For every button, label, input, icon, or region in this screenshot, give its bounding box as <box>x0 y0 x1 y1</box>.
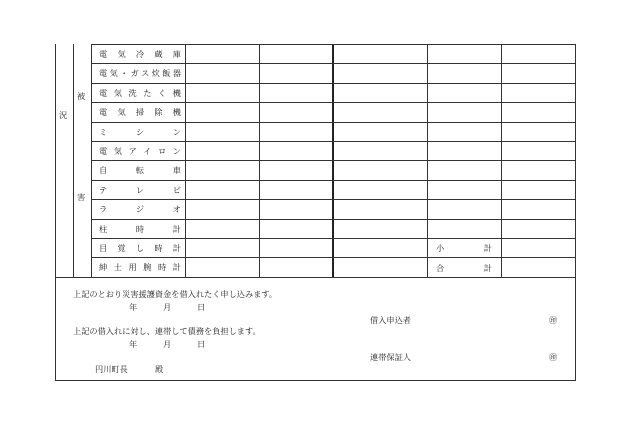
damage-item-char: た <box>143 88 152 98</box>
damage-item-char: ジ <box>135 204 145 214</box>
applicant-seal: ㊞ <box>549 315 558 325</box>
damage-item-char: 器 <box>172 68 181 78</box>
damage-item-char: 計 <box>172 262 181 272</box>
damage-item-label <box>99 224 181 234</box>
damage-item-char: 庫 <box>172 49 181 59</box>
damage-item-char: 炊 <box>151 68 160 78</box>
damage-item-char: 洗 <box>128 88 137 98</box>
loan-application-form <box>55 44 576 381</box>
damage-item-char: く <box>158 88 167 98</box>
table-row-line <box>91 63 576 64</box>
damage-item-char: 時 <box>135 224 145 234</box>
damage-item-label <box>99 185 181 195</box>
damage-item-char: 車 <box>172 165 181 175</box>
damage-item-char: 飯 <box>162 68 171 78</box>
frame-right <box>575 44 576 381</box>
date-year-2: 年 <box>129 339 138 349</box>
damage-item-char: 蔵 <box>154 49 163 59</box>
damage-item-char: ・ <box>120 68 129 78</box>
damage-item-char: ミ <box>99 127 108 137</box>
guarantee-statement: 上記の借入れに対し、連帯して債務を負担します。 <box>73 326 261 336</box>
table-row-line <box>91 141 576 142</box>
damage-item-char: 電 <box>99 88 108 98</box>
damage-item-char: ガ <box>130 68 139 78</box>
table-row-line <box>91 257 576 258</box>
damage-item-label <box>99 165 181 175</box>
damage-item-char: 電 <box>99 146 108 156</box>
damage-item-char: シ <box>135 127 145 137</box>
damage-item-char: 気 <box>113 88 122 98</box>
damage-item-char: 気 <box>117 49 126 59</box>
damage-item-char: 自 <box>99 165 108 175</box>
damage-item-char: し <box>135 243 145 253</box>
side-label-damage-top: 被 <box>77 91 86 101</box>
frame-bottom <box>55 380 576 381</box>
subtotal-char-1: 小 <box>436 243 445 253</box>
damage-item-label <box>99 243 181 253</box>
damage-item-char: 時 <box>154 243 163 253</box>
subtotal-char-2: 計 <box>483 243 492 253</box>
damage-item-char: ス <box>141 68 150 78</box>
damage-item-char: 時 <box>158 262 167 272</box>
damage-item-label <box>99 107 181 117</box>
total-label <box>436 263 492 273</box>
damage-item-char: 紳 <box>99 262 108 272</box>
table-top-line <box>91 44 576 45</box>
table-row-line <box>91 199 576 200</box>
damage-item-char: 電 <box>99 68 108 78</box>
date-month-1: 月 <box>163 302 172 312</box>
damage-item-char: 計 <box>172 224 181 234</box>
table-row-line <box>91 160 576 161</box>
guarantor-label: 連帯保証人 <box>370 352 411 362</box>
damage-item-char: 計 <box>172 243 181 253</box>
damage-item-char: 用 <box>128 262 137 272</box>
damage-item-char: 気 <box>109 68 118 78</box>
damage-item-char: 気 <box>113 146 122 156</box>
damage-item-char: ビ <box>172 185 181 195</box>
table-row-line <box>91 102 576 103</box>
damage-item-char: 柱 <box>99 224 108 234</box>
damage-item-label <box>99 262 181 272</box>
date-year-1: 年 <box>129 302 138 312</box>
side-label-damage-bottom: 害 <box>77 192 86 202</box>
application-statement: 上記のとおり災害援護資金を借入れたく申し込みます。 <box>73 289 278 299</box>
damage-item-char: 除 <box>154 107 163 117</box>
damage-item-char: レ <box>135 185 145 195</box>
damage-item-char: テ <box>99 185 108 195</box>
table-row-line <box>91 122 576 123</box>
damage-item-char: ア <box>128 146 137 156</box>
applicant-label: 借入申込者 <box>370 315 411 325</box>
damage-item-label <box>99 68 181 78</box>
total-char-1: 合 <box>436 263 445 273</box>
damage-item-char: 覚 <box>117 243 126 253</box>
damage-item-label <box>99 146 181 156</box>
guarantor-seal: ㊞ <box>549 352 558 362</box>
date-day-1: 日 <box>197 302 206 312</box>
subtotal-label <box>436 243 492 253</box>
damage-item-char: 機 <box>172 107 181 117</box>
damage-item-char: 電 <box>99 107 108 117</box>
damage-item-label <box>99 88 181 98</box>
side-label-status: 況 <box>59 110 68 120</box>
damage-item-char: ラ <box>99 204 108 214</box>
label-col-divider-1 <box>73 44 74 277</box>
damage-item-char: 士 <box>113 262 122 272</box>
total-char-2: 計 <box>483 263 492 273</box>
table-row-line <box>91 83 576 84</box>
date-month-2: 月 <box>163 339 172 349</box>
damage-item-char: ロ <box>158 146 167 156</box>
damage-item-char: ン <box>172 127 181 137</box>
table-row-line <box>91 219 576 220</box>
table-row-line <box>91 180 576 181</box>
damage-item-char: イ <box>143 146 152 156</box>
addressee: 円川町長 <box>95 364 128 374</box>
damage-item-char: 目 <box>99 243 108 253</box>
damage-item-label <box>99 204 181 214</box>
damage-item-label <box>99 49 181 59</box>
damage-item-char: 冷 <box>135 49 145 59</box>
honorific: 殿 <box>155 364 164 374</box>
damage-item-char: 電 <box>99 49 108 59</box>
table-row-line <box>91 238 576 239</box>
damage-item-label <box>99 127 181 137</box>
damage-item-char: ン <box>172 146 181 156</box>
damage-item-char: 掃 <box>135 107 145 117</box>
damage-item-char: 気 <box>117 107 126 117</box>
damage-item-char: 機 <box>172 88 181 98</box>
damage-item-char: 腕 <box>143 262 152 272</box>
damage-item-char: オ <box>172 204 181 214</box>
frame-left <box>55 44 56 381</box>
table-bottom-line <box>55 277 576 278</box>
damage-item-char: 転 <box>135 165 145 175</box>
date-day-2: 日 <box>197 339 206 349</box>
